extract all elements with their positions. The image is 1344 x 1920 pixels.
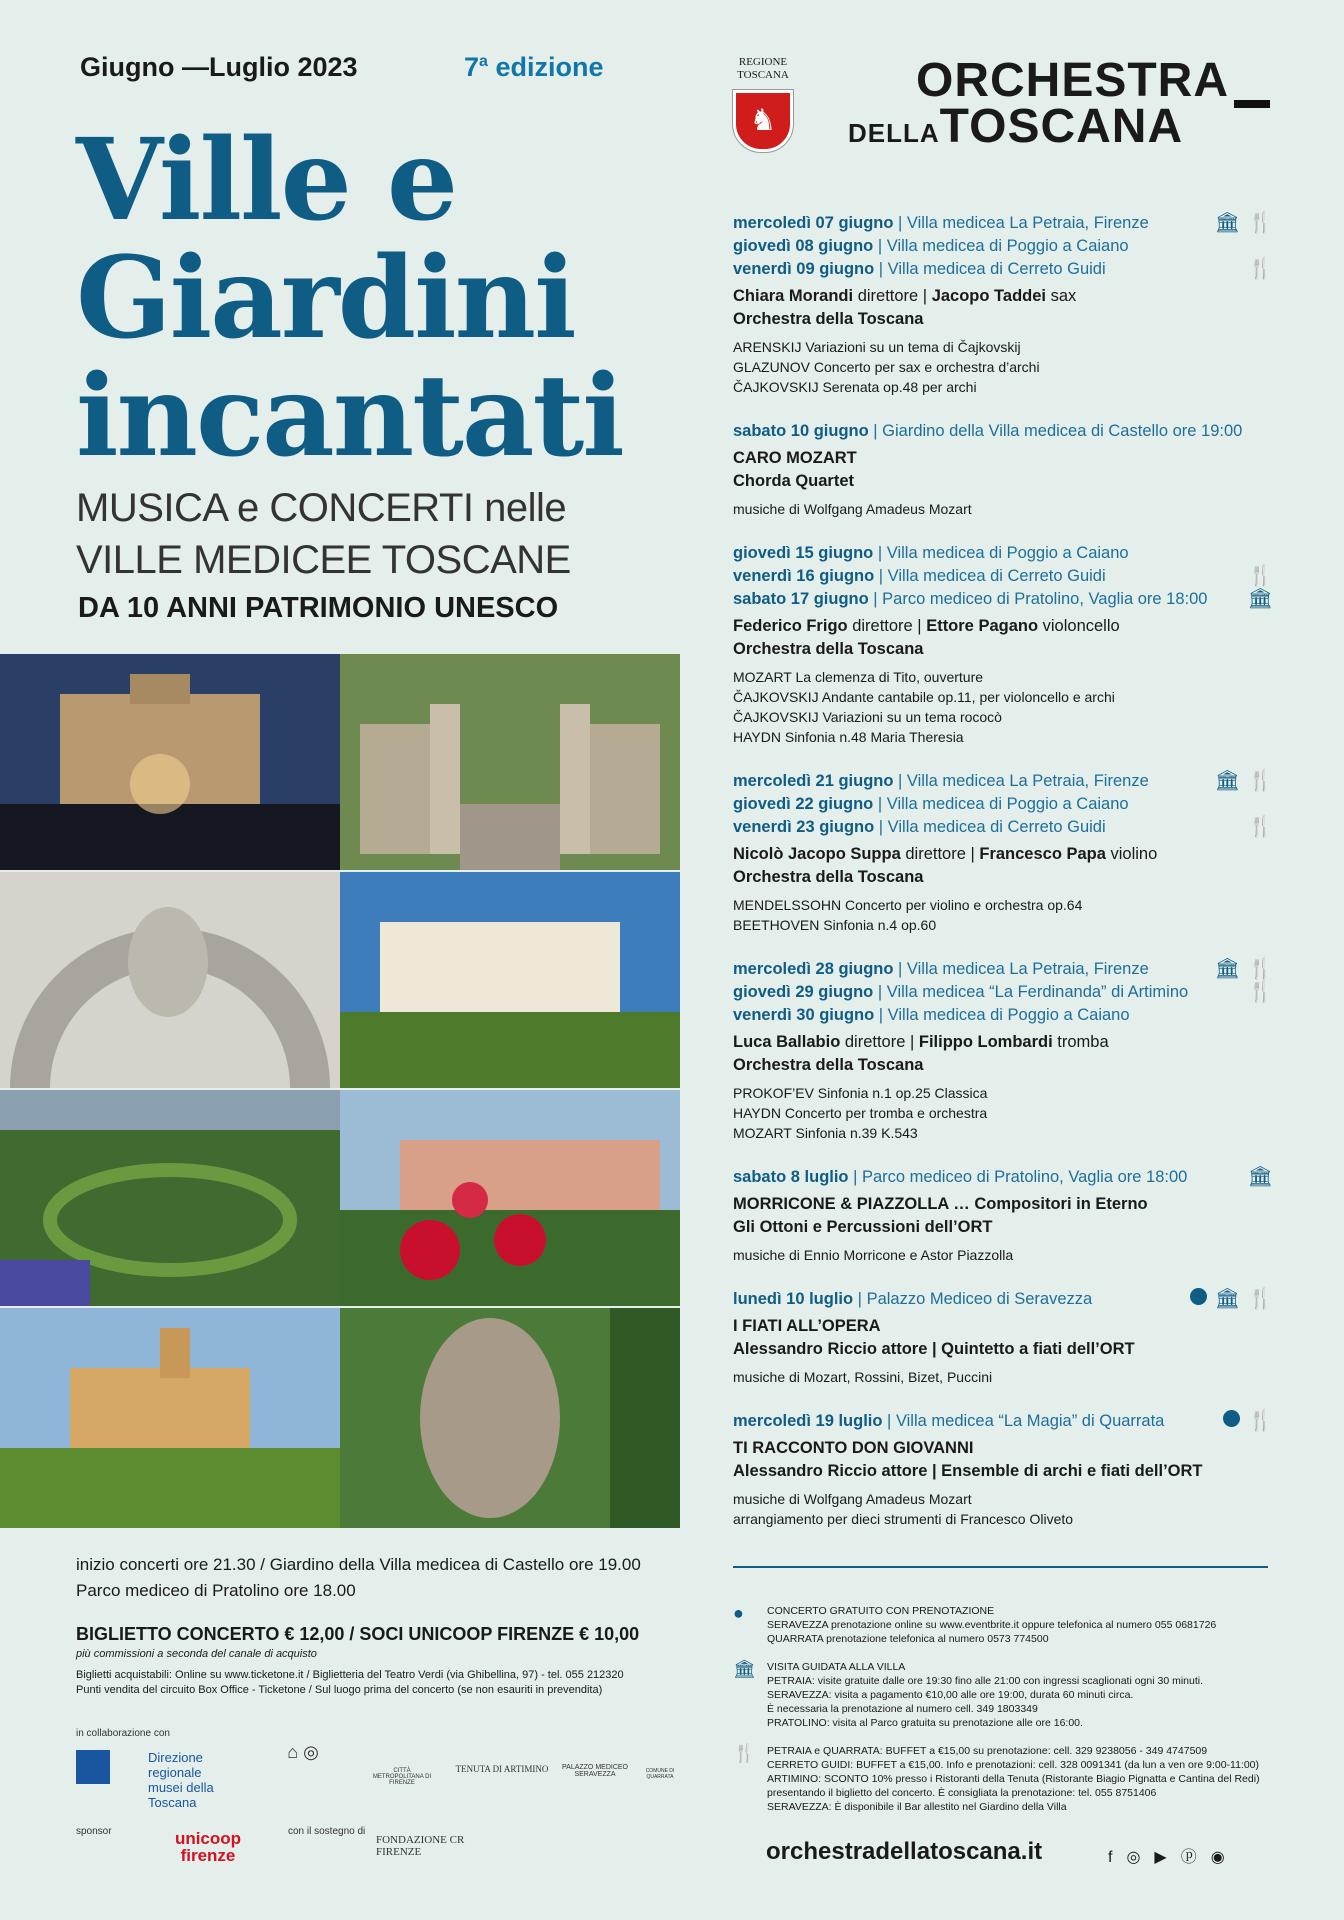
event-date-line: mercoledì 07 giugno | Villa medicea La Petraia, Firenze 🏛 🍴 xyxy=(733,212,1273,234)
performers xyxy=(733,447,1273,493)
fork-knife-icon: 🍴 xyxy=(1248,770,1273,792)
program xyxy=(733,895,1273,935)
program xyxy=(733,337,1273,397)
legend-line: SERAVEZZA: visita a pagamento €10,00 alle ore 19:00, durata 60 minuti circa. xyxy=(767,1689,1134,1701)
performer-p2: Jacopo Taddei xyxy=(931,287,1046,305)
program xyxy=(733,1083,1273,1143)
event-date-line: mercoledì 19 luglio | Villa medicea “La Magia” di Quarrata 🍴 xyxy=(733,1410,1273,1432)
performer-p1: Chiara Morandi xyxy=(733,287,854,305)
ticket-price: BIGLIETTO CONCERTO € 12,00 / SOCI UNICOOP FIRENZE € 10,00 xyxy=(76,1624,640,1644)
ticket-points: Punti vendita del circuito Box Office - Ticketone / Sul luogo prima del concerto (se non esauriti in prevendita) xyxy=(76,1684,603,1696)
performer-p1: Federico Frigo xyxy=(733,617,848,635)
performer-p2r: tromba xyxy=(1052,1033,1109,1051)
performers xyxy=(733,615,1273,661)
performer-p1: TI RACCONTO DON GIOVANNI xyxy=(733,1439,974,1457)
legend xyxy=(733,1604,1273,1828)
program-item: BEETHOVEN Sinfonia n.4 op.60 xyxy=(733,917,937,933)
event-date: venerdì 09 giugno xyxy=(733,260,875,278)
social-icons xyxy=(1108,1844,1239,1867)
event-venue: Villa medicea “La Ferdinanda” di Artimino xyxy=(886,983,1189,1001)
unesco-logo-icon: ⌂ ◎ xyxy=(287,1742,319,1762)
ort-logo-toscana: TOSCANA xyxy=(939,100,1184,153)
photo-collage xyxy=(0,654,685,1528)
program-item: ČAJKOVSKIJ Andante cantabile op.11, per violoncello e archi xyxy=(733,689,1115,705)
concert-event xyxy=(733,1410,1273,1529)
event-date-line: sabato 17 giugno | Parco mediceo di Pratolino, Vaglia ore 18:00 🏛 xyxy=(733,588,1273,610)
program-item: musiche di Mozart, Rossini, Bizet, Puccini xyxy=(733,1369,993,1385)
ort-logo xyxy=(848,54,1278,156)
fork-knife-icon: 🍴 xyxy=(1248,816,1273,838)
program-item: musiche di Wolfgang Amadeus Mozart xyxy=(733,501,972,517)
legend-line: VISITA GUIDATA ALLA VILLA xyxy=(767,1661,906,1673)
legend-line: CERRETO GUIDI: BUFFET a €15,00. Info e prenotazioni: cell. 328 0091341 (da lun a ven ore 9:00-11:00) xyxy=(767,1759,1260,1771)
website-link[interactable]: orchestradellatoscana.it xyxy=(766,1838,1043,1865)
event-date: mercoledì 19 luglio xyxy=(733,1412,883,1430)
photo-villa-artimino xyxy=(340,872,680,1088)
event-date-line: giovedì 29 giugno | Villa medicea “La Ferdinanda” di Artimino 🍴 xyxy=(733,981,1273,1003)
performer-p1: MORRICONE & PIAZZOLLA … Compositori in Eterno xyxy=(733,1195,1148,1213)
program-item: MOZART Sinfonia n.39 K.543 xyxy=(733,1125,918,1141)
fork-knife-icon: 🍴 xyxy=(1248,258,1273,280)
facebook-icon[interactable]: f xyxy=(1108,1849,1127,1866)
legend-line: PRATOLINO: visita al Parco gratuita su prenotazione alle ore 16:00. xyxy=(767,1717,1083,1729)
event-venue: Giardino della Villa medicea di Castello ore 19:00 xyxy=(882,422,1243,440)
event-icons xyxy=(1240,816,1273,839)
photo-roses xyxy=(340,1090,680,1306)
event-venue: Parco mediceo di Pratolino, Vaglia ore 18:00 xyxy=(862,1168,1188,1186)
program-item: ČAJKOVSKIJ Serenata op.48 per archi xyxy=(733,379,977,395)
instagram-icon[interactable]: ◎ xyxy=(1126,1849,1155,1866)
edition-word: edizione xyxy=(495,52,604,82)
legend-food xyxy=(733,1744,1273,1814)
collab-label: in collaborazione con xyxy=(76,1728,170,1739)
region-shield-icon: ♞ xyxy=(733,90,793,152)
event-venue: Villa medicea La Petraia, Firenze xyxy=(906,960,1149,978)
photo-garden-gate xyxy=(340,654,680,870)
photo-statue xyxy=(340,1308,680,1528)
edition xyxy=(464,52,603,83)
ticket-info xyxy=(76,1552,676,1698)
event-date: lunedì 10 luglio xyxy=(733,1290,854,1308)
ensemble: Gli Ottoni e Percussioni dell’ORT xyxy=(733,1218,993,1236)
performer-p1r: direttore | xyxy=(840,1033,919,1051)
event-date-line: mercoledì 21 giugno | Villa medicea La Petraia, Firenze 🏛 🍴 xyxy=(733,770,1273,792)
fondazione-logo: FONDAZIONE CR FIRENZE xyxy=(376,1834,465,1858)
ensemble: Chorda Quartet xyxy=(733,472,855,490)
performer-p2r: violino xyxy=(1105,845,1158,863)
unicoop-logo: unicoop firenze xyxy=(174,1829,242,1865)
legend-line: SERAVEZZA prenotazione online su www.eventbrite.it oppure telefonica al numero 055 0681726 xyxy=(767,1619,1217,1631)
ort-logo-line-1: ORCHESTRA xyxy=(916,54,1230,107)
program-item: PROKOF’EV Sinfonia n.1 op.25 Classica xyxy=(733,1085,988,1101)
museum-icon: 🏛 xyxy=(1214,958,1241,980)
legend-line: PETRAIA e QUARRATA: BUFFET a €15,00 su prenotazione: cell. 329 9238056 - 349 4747509 xyxy=(767,1745,1208,1757)
subtitle-1: MUSICA e CONCERTI nelle xyxy=(76,486,567,530)
performer-p2: Ettore Pagano xyxy=(926,617,1039,635)
youtube-icon[interactable]: ▶ xyxy=(1154,1849,1181,1866)
ensemble: Alessandro Riccio attore | Ensemble di archi e fiati dell’ORT xyxy=(733,1462,1203,1480)
legend-line: SERAVEZZA: È disponibile il Bar allestito nel Giardino della Villa xyxy=(767,1801,1067,1813)
legend-free-concert xyxy=(733,1604,1273,1646)
event-venue: Villa medicea “La Magia” di Quarrata xyxy=(895,1412,1165,1430)
photo-coat-of-arms xyxy=(0,872,340,1088)
subtitle-2: VILLE MEDICEE TOSCANE xyxy=(76,538,571,582)
title-line-1: Ville e xyxy=(76,115,457,246)
fork-knife-icon: 🍴 xyxy=(1248,1410,1273,1432)
event-icons xyxy=(1240,588,1273,611)
event-date-line: sabato 8 luglio | Parco mediceo di Pratolino, Vaglia ore 18:00 🏛 xyxy=(733,1166,1273,1188)
event-icons xyxy=(1182,1288,1273,1311)
event-date-line: venerdì 09 giugno | Villa medicea di Cerreto Guidi 🍴 xyxy=(733,258,1273,280)
program-item: MENDELSSOHN Concerto per violino e orchestra op.64 xyxy=(733,897,1083,913)
event-date-line: giovedì 15 giugno | Villa medicea di Poggio a Caiano xyxy=(733,544,1129,562)
title-line-2: Giardini xyxy=(76,233,575,364)
program-item: HAYDN Concerto per tromba e orchestra xyxy=(733,1105,988,1121)
legend-divider xyxy=(733,1566,1268,1568)
ensemble: Orchestra della Toscana xyxy=(733,310,924,328)
fork-knife-icon: 🍴 xyxy=(1248,958,1273,980)
performer-p2r: sax xyxy=(1046,287,1077,305)
event-icons xyxy=(1240,258,1273,281)
program-item: arrangiamento per dieci strumenti di Francesco Oliveto xyxy=(733,1511,1074,1527)
program-item: MOZART La clemenza di Tito, ouverture xyxy=(733,669,984,685)
photo-villa-night-concert xyxy=(0,654,340,870)
legend-line: presentando il biglietto del concerto. È consigliata la prenotazione: tel. 055 8751406 xyxy=(767,1787,1157,1799)
region-label xyxy=(732,56,794,82)
concert-event xyxy=(733,212,1273,397)
event-venue: Villa medicea di Cerreto Guidi xyxy=(887,567,1106,585)
performer-p1r: direttore | xyxy=(900,845,980,863)
artimino-logo: TENUTA DI ARTIMINO xyxy=(455,1764,549,1774)
program xyxy=(733,499,1273,519)
region-label-1: REGIONE xyxy=(738,56,788,68)
spotify-icon[interactable]: ◉ xyxy=(1210,1849,1239,1866)
edition-number: 7 xyxy=(464,52,480,82)
ticket-note: più commissioni a seconda del canale di acquisto xyxy=(76,1648,317,1660)
performers xyxy=(733,843,1273,889)
event-icons xyxy=(1207,212,1273,235)
concert-event xyxy=(733,770,1273,935)
program-item: ČAJKOVSKIJ Variazioni su un tema rococò xyxy=(733,709,1002,725)
fork-knife-icon: 🍴 xyxy=(733,1743,756,1763)
performers xyxy=(733,285,1273,331)
photo-villa-castello xyxy=(0,1308,340,1528)
museum-icon: 🏛 xyxy=(1214,770,1241,792)
event-date-line: mercoledì 28 giugno | Villa medicea La Petraia, Firenze 🏛 🍴 xyxy=(733,958,1273,980)
ort-logo-della: DELLA xyxy=(848,118,940,148)
concert-event xyxy=(733,542,1273,747)
start-times: inizio concerti ore 21.30 / Giardino della Villa medicea di Castello ore 19.00 xyxy=(76,1555,641,1574)
event-date: giovedì 22 giugno xyxy=(733,795,874,813)
legend-line: CONCERTO GRATUITO CON PRENOTAZIONE xyxy=(767,1605,995,1617)
event-date: sabato 10 giugno xyxy=(733,422,869,440)
program xyxy=(733,1245,1273,1265)
program-item: HAYDN Sinfonia n.48 Maria Theresia xyxy=(733,729,964,745)
performer-p1: CARO MOZART xyxy=(733,449,857,467)
pinterest-icon[interactable]: ⓟ xyxy=(1180,1849,1211,1866)
program-item: musiche di Wolfgang Amadeus Mozart xyxy=(733,1491,972,1507)
performer-p1: Nicolò Jacopo Suppa xyxy=(733,845,901,863)
event-venue: Villa medicea di Poggio a Caiano xyxy=(886,795,1129,813)
sponsor-label: sponsor xyxy=(76,1826,112,1837)
ticket-sales: Biglietti acquistabili: Online su www.ticketone.it / Biglietteria del Teatro Verdi (via Ghibellina, 97) - tel. 055 212320 xyxy=(76,1669,624,1681)
program xyxy=(733,1489,1273,1529)
museum-icon: 🏛 xyxy=(1214,1288,1241,1310)
legend-line: QUARRATA prenotazione telefonica al numero 0573 774500 xyxy=(767,1633,1049,1645)
concert-event xyxy=(733,958,1273,1143)
event-venue: Villa medicea di Cerreto Guidi xyxy=(887,818,1106,836)
event-icons xyxy=(1240,981,1273,1004)
main-title xyxy=(76,115,696,482)
program-item: musiche di Ennio Morricone e Astor Piazzolla xyxy=(733,1247,1014,1263)
performer-p1r: direttore | xyxy=(847,617,927,635)
dot-icon: ● xyxy=(733,1603,744,1623)
museum-icon: 🏛 xyxy=(1214,212,1241,234)
concert-event xyxy=(733,1288,1273,1387)
event-date: giovedì 29 giugno xyxy=(733,983,874,1001)
event-date: venerdì 23 giugno xyxy=(733,818,875,836)
performer-p2r: violoncello xyxy=(1038,617,1120,635)
fork-knife-icon: 🍴 xyxy=(1248,1288,1273,1310)
event-venue: Villa medicea di Poggio a Caiano xyxy=(887,1006,1130,1024)
performers xyxy=(733,1315,1273,1361)
concert-list xyxy=(733,212,1273,1552)
performer-p2: Filippo Lombardi xyxy=(918,1033,1053,1051)
event-date-line: venerdì 23 giugno | Villa medicea di Cerreto Guidi 🍴 xyxy=(733,816,1273,838)
event-venue: Parco mediceo di Pratolino, Vaglia ore 18:00 xyxy=(882,590,1208,608)
event-date: mercoledì 07 giugno xyxy=(733,214,894,232)
event-date: giovedì 15 giugno xyxy=(733,544,874,562)
start-times-2: Parco mediceo di Pratolino ore 18.00 xyxy=(76,1581,356,1600)
ensemble: Orchestra della Toscana xyxy=(733,868,924,886)
fork-knife-icon: 🍴 xyxy=(1248,212,1273,234)
event-venue: Palazzo Mediceo di Seravezza xyxy=(866,1290,1093,1308)
event-icons xyxy=(1240,565,1273,588)
legend-line: PETRAIA: visite gratuite dalle ore 19:30 fino alle 21:00 con ingressi scaglionati ogni 30 minuti. xyxy=(767,1675,1203,1687)
event-date-line: venerdì 16 giugno | Villa medicea di Cerreto Guidi 🍴 xyxy=(733,565,1273,587)
ensemble: Orchestra della Toscana xyxy=(733,1056,924,1074)
event-date: mercoledì 21 giugno xyxy=(733,772,894,790)
event-date: venerdì 16 giugno xyxy=(733,567,875,585)
event-date-line: giovedì 22 giugno | Villa medicea di Poggio a Caiano xyxy=(733,795,1129,813)
subtitle-3: DA 10 ANNI PATRIMONIO UNESCO xyxy=(78,592,559,624)
program-item: GLAZUNOV Concerto per sax e orchestra d’archi xyxy=(733,359,1040,375)
performers xyxy=(733,1031,1273,1077)
citta-metropolitana-logo: CITTÀ METROPOLITANA DI FIRENZE xyxy=(372,1768,432,1786)
event-icons xyxy=(1215,1410,1273,1433)
legend-line: ARTIMINO: SCONTO 10% presso i Ristoranti della Tenuta (Ristorante Biagio Pignatta e Cantina del Redi) xyxy=(767,1773,1260,1785)
event-date-line: lunedì 10 luglio | Palazzo Mediceo di Seravezza 🏛 🍴 xyxy=(733,1288,1273,1310)
program xyxy=(733,1367,1273,1387)
program-item: ARENSKIJ Variazioni su un tema di Čajkovskij xyxy=(733,339,1021,355)
event-date-line: venerdì 30 giugno | Villa medicea di Poggio a Caiano xyxy=(733,1006,1130,1024)
legend-line: È necessaria la prenotazione al numero cell. 349 1803349 xyxy=(767,1703,1038,1715)
program xyxy=(733,667,1273,747)
event-venue: Villa medicea La Petraia, Firenze xyxy=(906,214,1149,232)
event-date: mercoledì 28 giugno xyxy=(733,960,894,978)
event-venue: Villa medicea di Poggio a Caiano xyxy=(886,237,1129,255)
concert-event xyxy=(733,420,1273,519)
museum-icon: 🏛 xyxy=(1247,588,1273,610)
ort-logo-dash xyxy=(1234,100,1270,108)
photo-italian-garden xyxy=(0,1090,340,1306)
performers xyxy=(733,1437,1273,1483)
event-date: venerdì 30 giugno xyxy=(733,1006,875,1024)
event-date: giovedì 08 giugno xyxy=(733,237,874,255)
ensemble: Alessandro Riccio attore | Quintetto a fiati dell’ORT xyxy=(733,1340,1135,1358)
event-venue: Villa medicea di Poggio a Caiano xyxy=(886,544,1129,562)
support-label: con il sostegno di xyxy=(288,1826,366,1837)
performer-p1: I FIATI ALL’OPERA xyxy=(733,1317,881,1335)
quarrata-logo: COMUNE DI QUARRATA xyxy=(645,1768,675,1780)
performer-p1: Luca Ballabio xyxy=(733,1033,841,1051)
performer-p2: Francesco Papa xyxy=(979,845,1106,863)
concert-event xyxy=(733,1166,1273,1265)
museum-icon: 🏛 xyxy=(733,1659,756,1679)
edition-superscript: a xyxy=(479,53,488,70)
free-concert-dot-icon xyxy=(1190,1288,1207,1305)
event-dates: Giugno —Luglio 2023 xyxy=(80,52,358,82)
title-line-3: incantati xyxy=(76,351,623,482)
legend-guided-tour xyxy=(733,1660,1273,1730)
dir-musei-logo: Direzione regionale musei della Toscana xyxy=(76,1750,236,1784)
museum-icon: 🏛 xyxy=(1247,1166,1273,1188)
event-date-line: giovedì 08 giugno | Villa medicea di Poggio a Caiano xyxy=(733,237,1129,255)
event-date: sabato 8 luglio xyxy=(733,1168,849,1186)
event-icons xyxy=(1207,770,1273,793)
event-venue: Villa medicea di Cerreto Guidi xyxy=(887,260,1106,278)
fork-knife-icon: 🍴 xyxy=(1248,981,1273,1003)
performer-p1r: direttore | xyxy=(853,287,932,305)
event-venue: Villa medicea La Petraia, Firenze xyxy=(906,772,1149,790)
fork-knife-icon: 🍴 xyxy=(1248,565,1273,587)
performers xyxy=(733,1193,1273,1239)
event-icons xyxy=(1207,958,1273,981)
ensemble: Orchestra della Toscana xyxy=(733,640,924,658)
free-concert-dot-icon xyxy=(1223,1410,1240,1427)
event-date-line: sabato 10 giugno | Giardino della Villa medicea di Castello ore 19:00 xyxy=(733,422,1243,440)
event-date: sabato 17 giugno xyxy=(733,590,869,608)
region-label-2: TOSCANA xyxy=(737,69,789,81)
event-icons xyxy=(1240,1166,1273,1189)
seravezza-logo: PALAZZO MEDICEO SERAVEZZA xyxy=(562,1764,628,1778)
